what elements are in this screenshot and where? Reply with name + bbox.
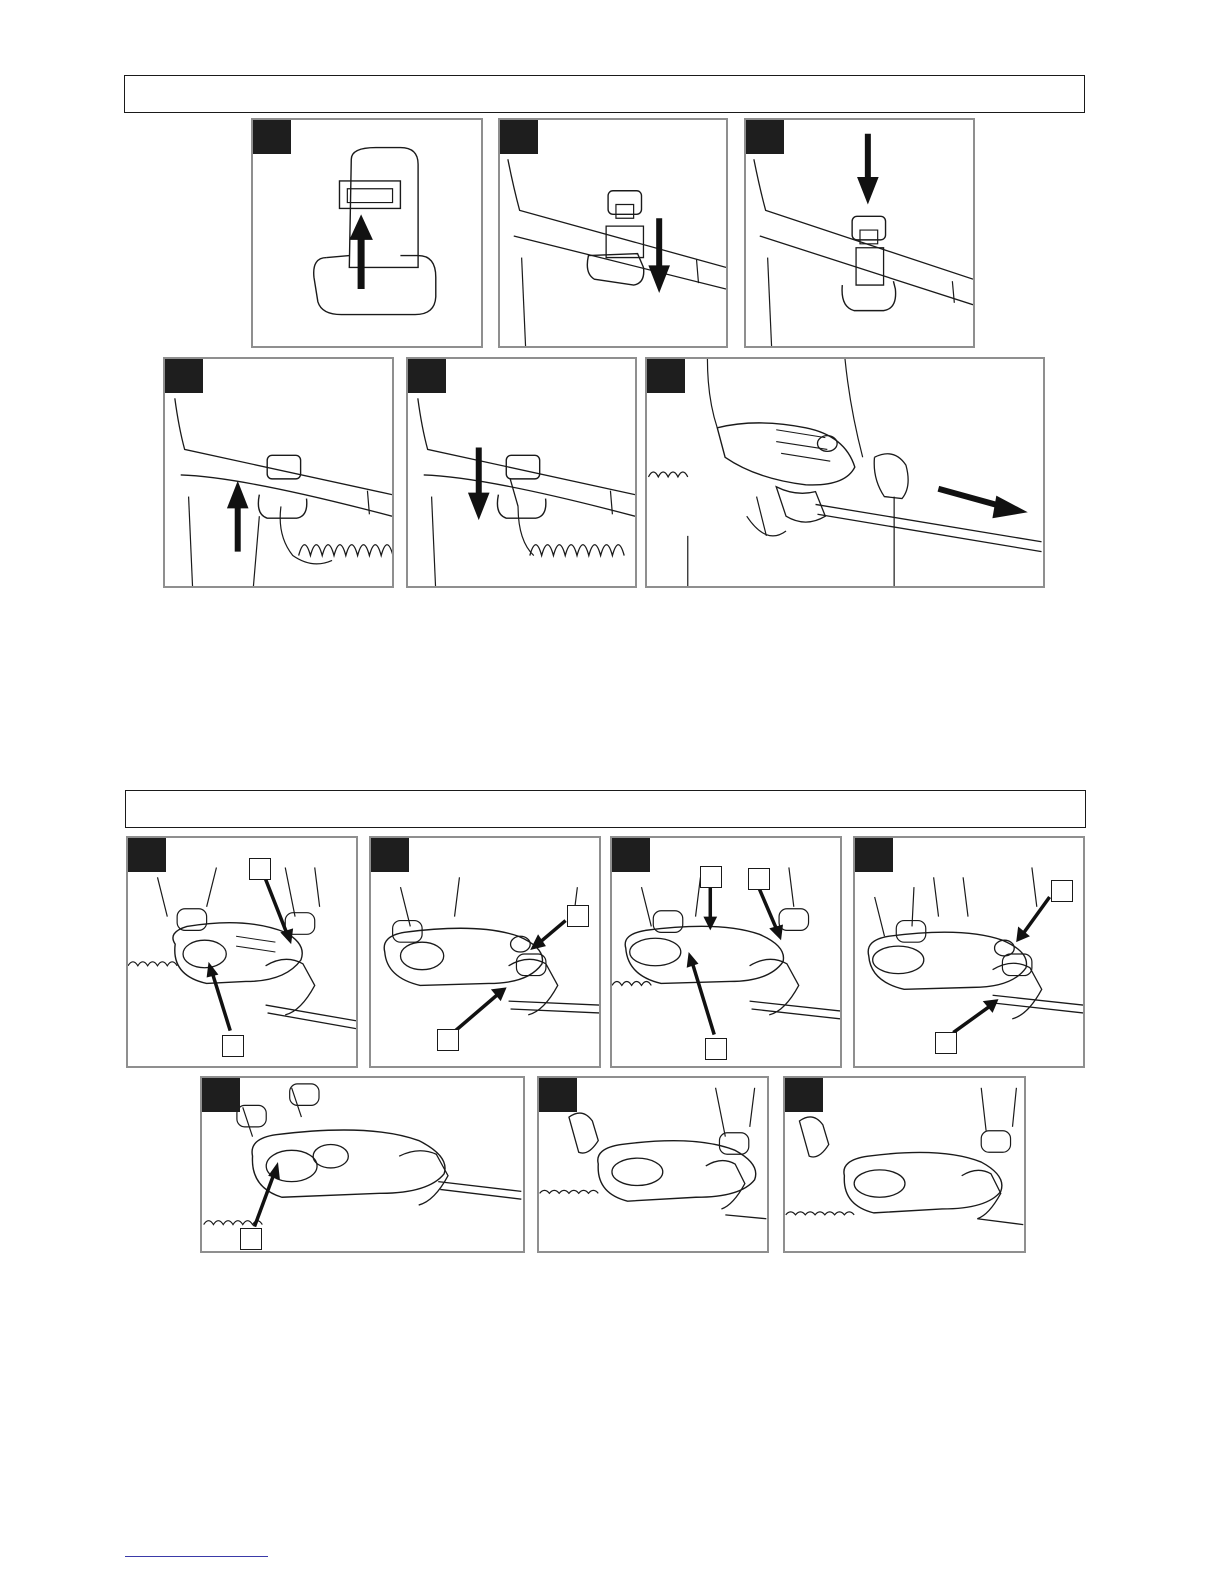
step-number-tag <box>746 120 784 154</box>
front-handle-grip-illustration <box>371 838 599 1066</box>
arrow-icon <box>207 962 231 1031</box>
part-callout-box <box>935 1032 957 1054</box>
trigger-release-illustration <box>612 838 840 1066</box>
arrow-icon <box>456 987 507 1030</box>
part-callout-box <box>705 1038 727 1060</box>
cord-secured-illustration <box>408 359 635 586</box>
part-callout-box <box>240 1228 262 1250</box>
step-number-tag <box>408 359 446 393</box>
step-number-tag <box>612 838 650 872</box>
step-number-tag <box>371 838 409 872</box>
two-hand-grip-illustration <box>128 838 356 1066</box>
step-number-tag <box>785 1078 823 1112</box>
figure-panel-cord-loop-down <box>406 357 637 588</box>
figure-panel-grip-b <box>369 836 601 1068</box>
part-callout-box <box>567 905 589 927</box>
figure-panel-release-rear <box>783 1076 1026 1253</box>
step-number-tag <box>128 838 166 872</box>
section-2-title-bar <box>125 790 1086 828</box>
footer-rule <box>125 1556 268 1557</box>
coiled-cord <box>299 545 392 556</box>
single-hand-release-illustration <box>855 838 1083 1066</box>
switch-lock-illustration <box>202 1078 523 1251</box>
arrow-icon <box>687 952 715 1035</box>
step-number-tag <box>647 359 685 393</box>
step-number-tag <box>855 838 893 872</box>
step-number-tag <box>165 359 203 393</box>
figure-panel-grip-c <box>610 836 842 1068</box>
step-number-tag <box>539 1078 577 1112</box>
figure-panel-switch-lock <box>200 1076 525 1253</box>
arrow-icon <box>703 887 717 930</box>
step-number-tag <box>202 1078 240 1112</box>
figure-panel-holder-on-belt <box>744 118 975 348</box>
arrow-icon <box>953 999 998 1032</box>
figure-panel-cord-loop-up <box>163 357 394 588</box>
arrow-icon <box>1016 897 1049 942</box>
part-callout-box <box>249 858 271 880</box>
coiled-cord <box>530 545 624 556</box>
part-callout-box <box>700 866 722 888</box>
section-1-title-bar <box>124 75 1085 113</box>
arrow-icon <box>349 214 373 289</box>
remove-blade-guard-illustration <box>647 359 1043 586</box>
arrow-icon <box>227 481 249 552</box>
figure-panel-blade-cover-remove <box>645 357 1045 588</box>
cord-through-holder-illustration <box>165 359 392 586</box>
figure-panel-grip-d <box>853 836 1085 1068</box>
arrow-icon <box>857 134 879 205</box>
figure-panel-grip-a <box>126 836 358 1068</box>
part-callout-box <box>437 1029 459 1051</box>
part-callout-box <box>748 868 770 890</box>
arrow-icon <box>938 489 1027 518</box>
figure-panel-release-front <box>537 1076 769 1253</box>
figure-panel-clip-attach <box>498 118 728 348</box>
step-number-tag <box>253 120 291 154</box>
step-number-tag <box>500 120 538 154</box>
arrow-icon <box>530 921 565 950</box>
part-callout-box <box>222 1035 244 1057</box>
part-callout-box <box>1051 880 1073 902</box>
figure-panel-holder <box>251 118 483 348</box>
arrow-icon <box>648 218 670 293</box>
